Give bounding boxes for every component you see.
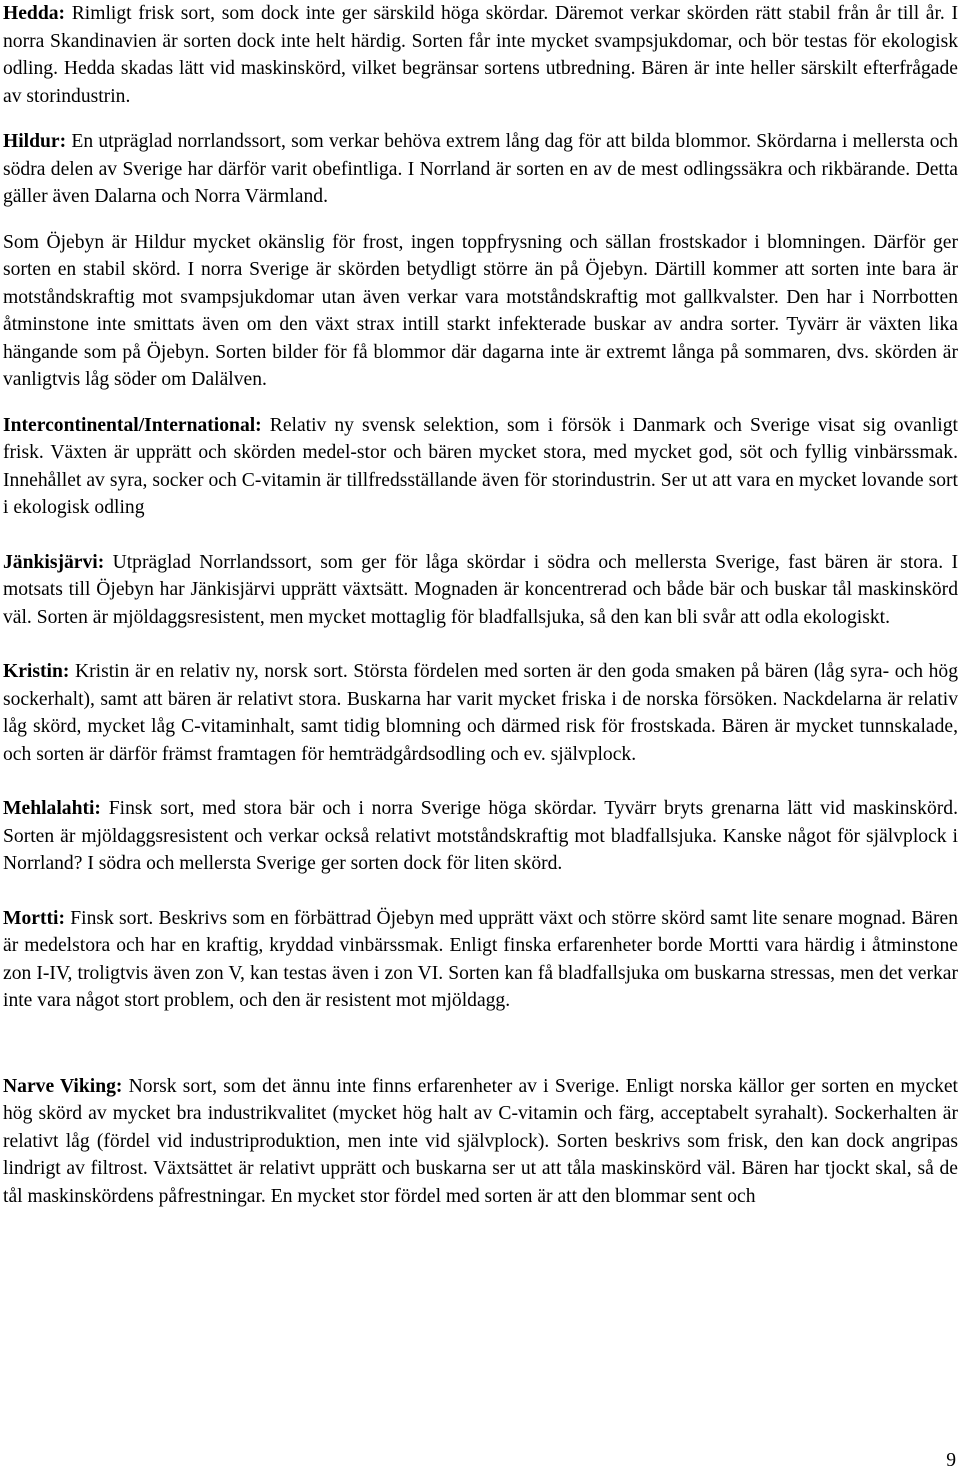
variety-name-narve-viking: Narve Viking: [3, 1075, 123, 1097]
variety-name-kristin: Kristin: [3, 661, 70, 682]
variety-name-mortti: Mortti: [3, 907, 66, 929]
paragraph-text: Som Öjebyn är Hildur mycket okänslig för frost, ingen toppfrysning och sällan frostskador i blomningen. Därför ger sorten en stabil skörd. I norra Sverige är skörden betydligt större än på Öjebyn. Därtill kommer att sorten inte bara är motståndskraftig mot svampsjukdomar utan även verkar vara motståndskraftig mot gallkvalster. Den har i Norrbotten åtminstone inte smittats även om den växt strax intill starkt infekterade buskar av andra sorter. Tyvärr är växten lika hängande som på Öjebyn. Sorten bilder för få blommor där dagarna inte är extremt långa på sommaren, dvs. skörden är vanligtvis låg söder om Dalälven. [3, 231, 958, 390]
paragraph-mortti [3, 905, 958, 1015]
page-number: 9 [946, 1450, 956, 1471]
paragraph-text: Finsk sort. Beskrivs som en förbättrad Öjebyn med upprätt växt och större skörd samt lite senare mognad. Bären är medelstora och har en kraftig, kryddad vinbärssmak. Enligt finska erfarenheter borde Mortti vara härdig i åtminstone zon I-IV, troligtvis även zon V, kan testas även i zon VI. Sorten kan få bladfallsjuka om buskarna stressas, men det verkar inte vara något stort problem, och den är resistent mot mjöldagg. [3, 907, 958, 1011]
variety-name-hildur: Hildur: [3, 131, 67, 152]
paragraph-text: En utpräglad norrlandssort, som verkar behöva extrem lång dag för att bilda blommor. Skördarna i mellersta och södra delen av Sverige har därför varit obefintliga. I Norrland är sorten en av de mest odlingssäkra och rikbärande. Detta gäller även Dalarna och Norra Värmland. [3, 131, 958, 207]
document-page [3, 0, 958, 1210]
paragraph-hedda [3, 0, 958, 110]
paragraph-text: Finsk sort, med stora bär och i norra Sverige höga skördar. Tyvärr bryts grenarna lätt vid maskinskörd. Sorten är mjöldaggsresistent och verkar också relativt motståndskraftig mot bladfallsjuka. Kanske något för självplock i Norrland? I södra och mellersta Sverige ger sorten dock för liten skörd. [3, 798, 958, 874]
paragraph-text: Kristin är en relativ ny, norsk sort. Största fördelen med sorten är den goda smaken på bären (låg syra- och hög sockerhalt), samt att bären är relativt stora. Buskarna har varit mycket friska i de norska försöken. Nackdelarna är relativ låg skörd, mycket låg C-vitaminhalt, samt tidig blomning och därmed risk för frostskada. Bären är mycket tunnskalade, och sorten är därför främst framtagen för hemträdgårdsodling och ev. självplock. [3, 661, 958, 765]
paragraph-text: Norsk sort, som det ännu inte finns erfarenheter av i Sverige. Enligt norska källor ger sorten en mycket hög skörd av mycket bra industrikvalitet (mycket hög halt av C-vitamin och färg, acceptabelt syrahalt). Sockerhalten är relativt låg (fördel vid industriproduktion, men inte vid självplock). Sorten beskrivs som frisk, den kan dock angripas lindrigt av filtrost. Växtsättet är relativt upprätt och buskarna ser ut att tåla maskinskörd väl. Bären har tjockt skal, så de tål maskinskördens påfrestningar. En mycket stor fördel med sorten är att den blommar sent och [3, 1075, 959, 1207]
paragraph-kristin [3, 658, 958, 768]
paragraph-hildur [3, 128, 958, 211]
variety-name-mehlalahti: Mehlalahti: [3, 798, 101, 819]
paragraph-text: Utpräglad Norrlandssort, som ger för låga skördar i södra och mellersta Sverige, fast bären är stora. I motsats till Öjebyn har Jänkisjärvi upprätt växtsätt. Mognaden är koncentrerad och både bär och buskar tål maskinskörd väl. Sorten är mjöldaggsresistent, men mycket mottaglig för bladfallsjuka, så den kan bli svår att odla ekologiskt. [3, 551, 958, 628]
paragraph-text: Relativ ny svensk selektion, som i försök i Danmark och Sverige visat sig ovanligt frisk. Växten är upprätt och skörden medel-stor och bären mycket stora, med mycket god, söt och fyllig vinbärssmak. Innehållet av syra, socker och C-vitamin är tillfredsställande även för storindustrin. Ser ut att vara en mycket lovande sort i ekologisk odling [3, 414, 958, 518]
variety-name-intercontinental: Intercontinental/International: [3, 414, 262, 436]
paragraph-narve-viking [3, 1073, 958, 1211]
variety-name-jankisjarvi: Jänkisjärvi: [3, 551, 105, 573]
paragraph-text: Rimligt frisk sort, som dock inte ger särskild höga skördar. Däremot verkar skörden rätt stabil från år till år. I norra Skandinavien är sorten dock inte helt härdig. Sorten får inte mycket svampsjukdomar, och bör testas för ekologisk odling. Hedda skadas lätt vid maskinskörd, vilket begränsar sortens utbredning. Bären är inte heller särskilt efterfrågade av storindustrin. [3, 3, 958, 107]
paragraph-jankisjarvi [3, 549, 958, 632]
paragraph-intercontinental [3, 412, 958, 522]
paragraph-mehlalahti [3, 795, 958, 878]
variety-name-hedda: Hedda: [3, 3, 66, 24]
paragraph-hildur-continued [3, 229, 958, 394]
